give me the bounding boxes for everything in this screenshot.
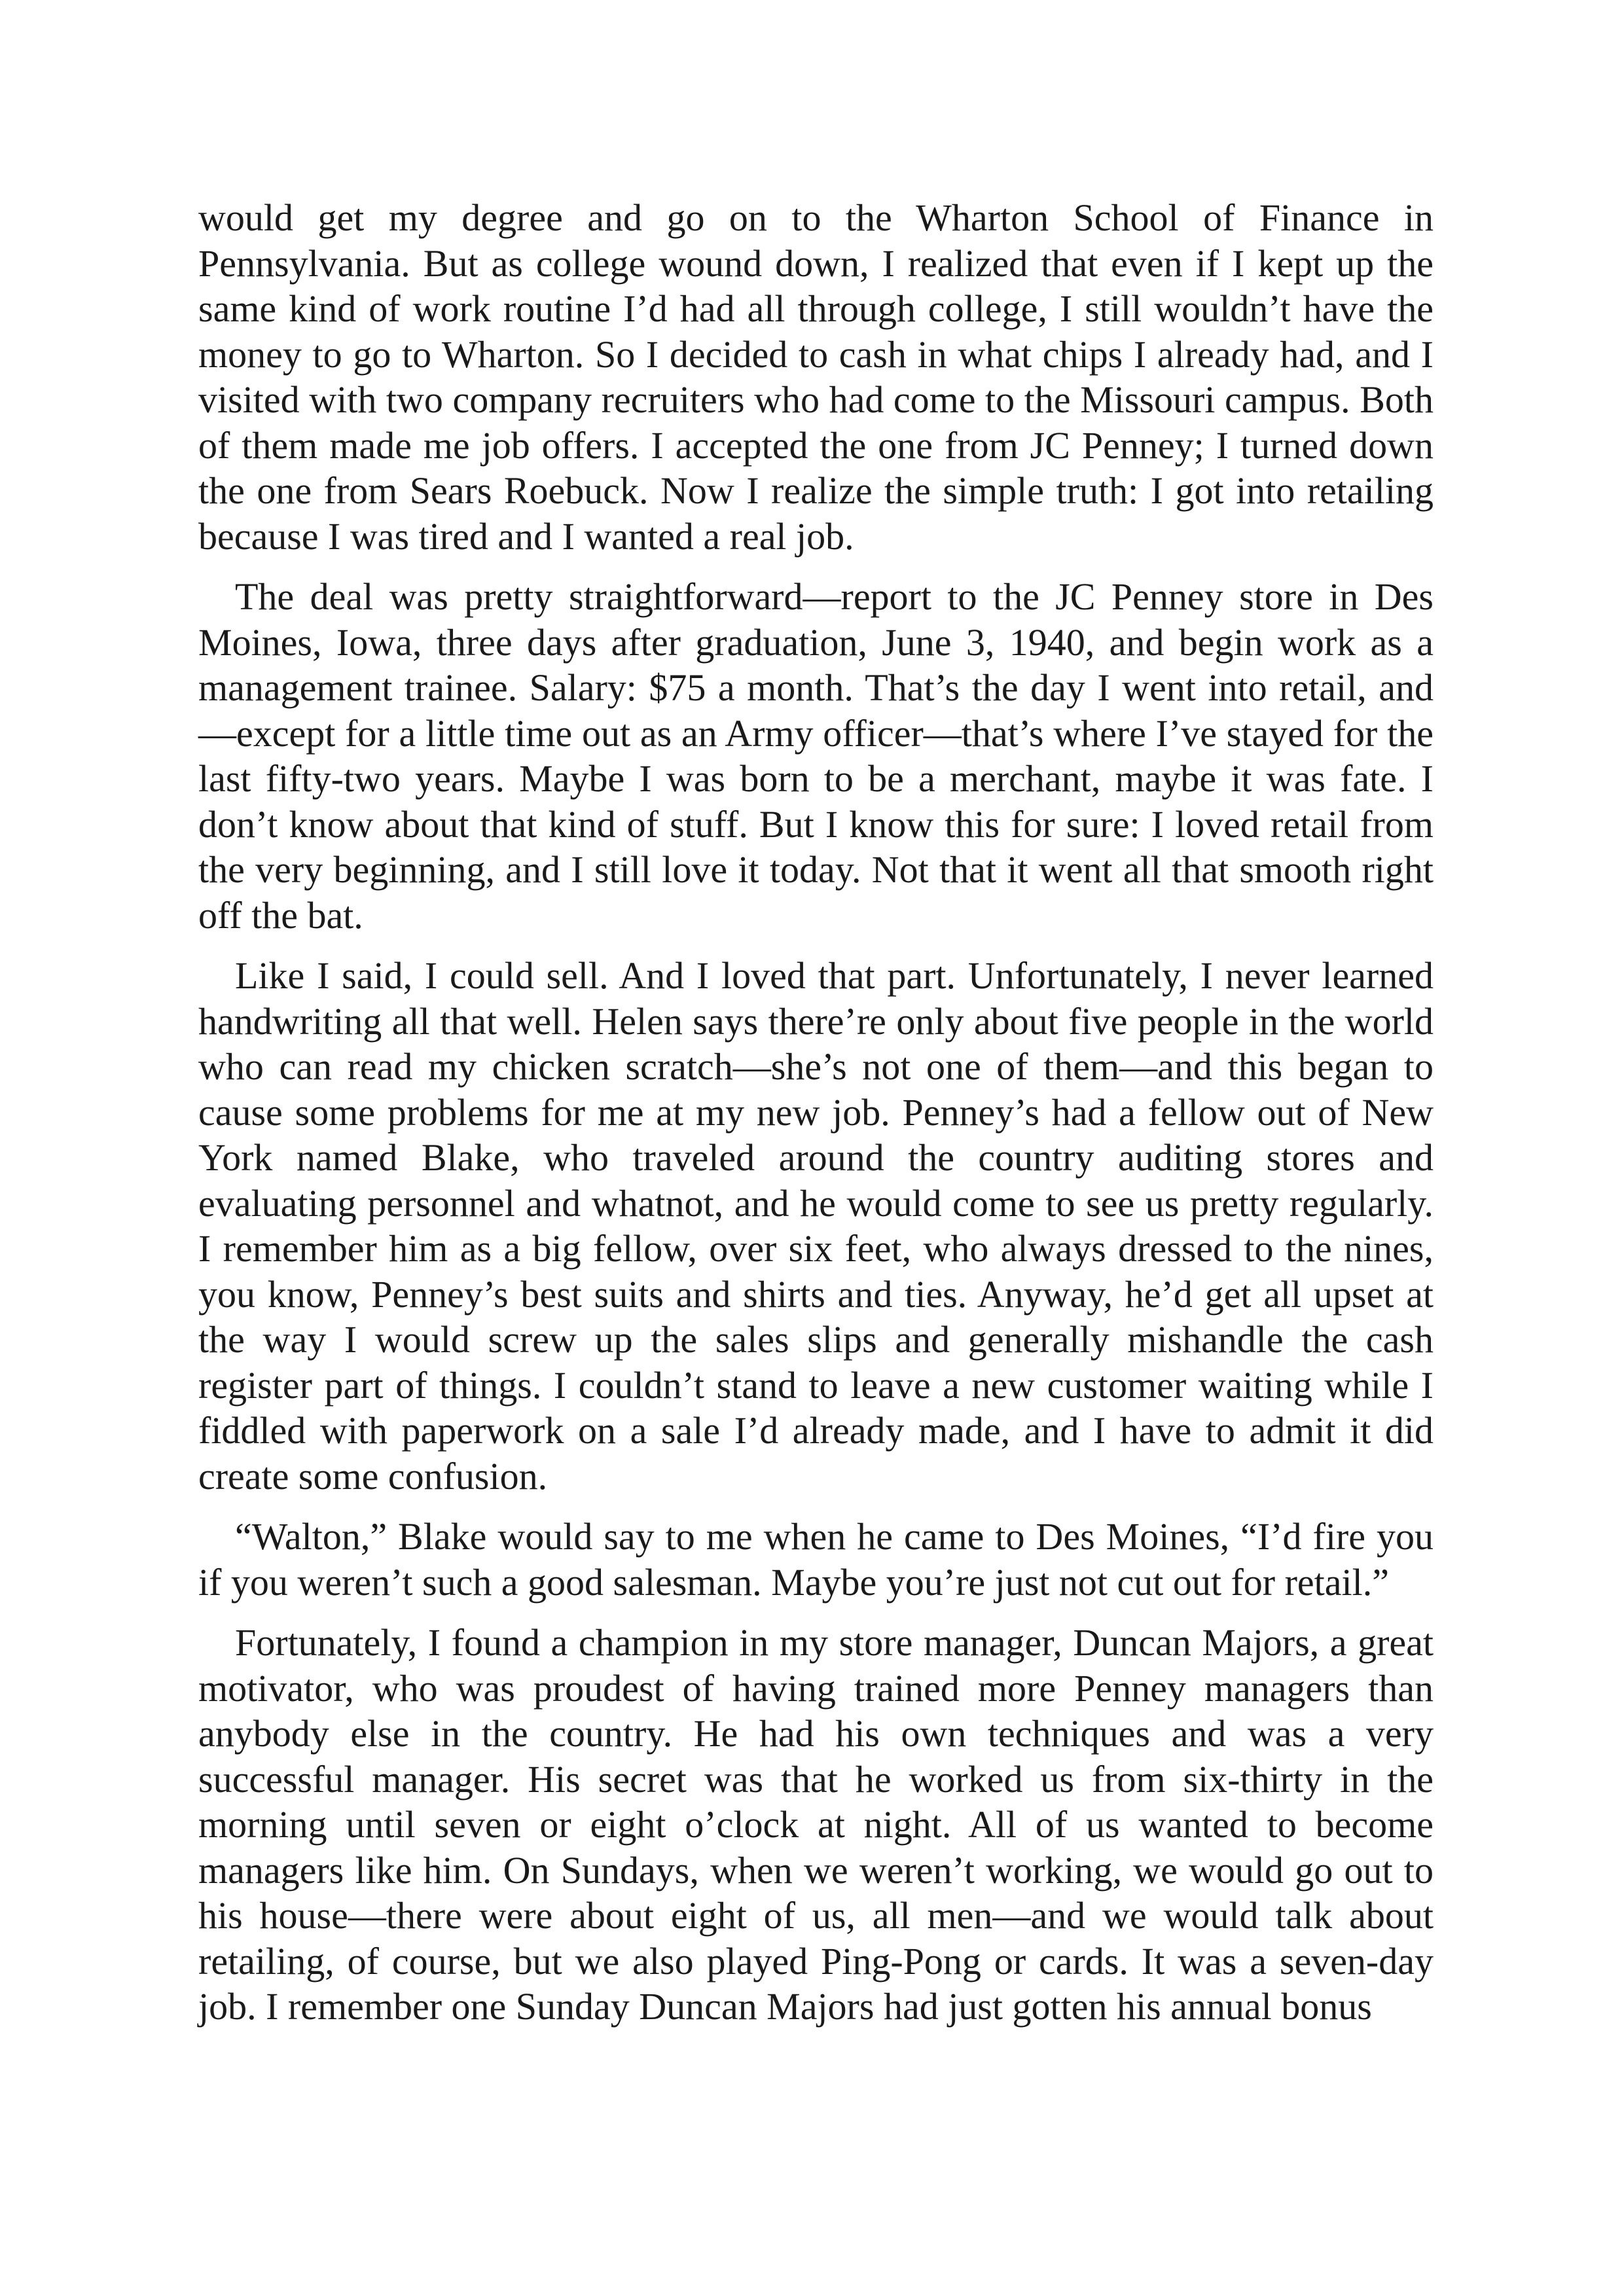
body-text: [198, 195, 1434, 2045]
paragraph-1: would get my degree and go on to the Wharton School of Finance in Pennsylvania. But as college wound down, I realized that even if I kept up the same kind of work routine I’d had all through college, I still wouldn’t have the money to go to Wharton. So I decided to cash in what chips I already had, and I visited with two company recruiters who had come to the Missouri campus. Both of them made me job offers. I accepted the one from JC Penney; I turned down the one from Sears Roebuck. Now I realize the simple truth: I got into retailing because I was tired and I wanted a real job.: [198, 196, 1434, 558]
paragraph-4: “Walton,” Blake would say to me when he came to Des Moines, “I’d fire you if you weren’t such a good salesman. Maybe you’re just not cut out for retail.”: [198, 1515, 1434, 1604]
paragraph-5: Fortunately, I found a champion in my store manager, Duncan Majors, a great motivator, who was proudest of having trained more Penney managers than anybody else in the country. He had his own techniques and was a very successful manager. His secret was that he worked us from six-thirty in the morning until seven or eight o’clock at night. All of us wanted to become managers like him. On Sundays, when we weren’t working, we would go out to his house—there were about eight of us, all men—and we would talk about retailing, of course, but we also played Ping-Pong or cards. It was a seven-day job. I remember one Sunday Duncan Majors had just gotten his annual bonus: [198, 1621, 1434, 2028]
paragraph-3: Like I said, I could sell. And I loved that part. Unfortunately, I never learned handwriting all that well. Helen says there’re only about five people in the world who can read my chicken scratch—she’s not one of them—and this began to cause some problems for me at my new job. Penney’s had a fellow out of New York named Blake, who traveled around the country auditing stores and evaluating personnel and whatnot, and he would come to see us pretty regularly. I remember him as a big fellow, over six feet, who always dressed to the nines, you know, Penney’s best suits and shirts and ties. Anyway, he’d get all upset at the way I would screw up the sales slips and generally mishandle the cash register part of things. I couldn’t stand to leave a new customer waiting while I fiddled with paperwork on a sale I’d already made, and I have to admit it did create some confusion.: [198, 954, 1434, 1498]
paragraph-2: The deal was pretty straightforward—report to the JC Penney store in Des Moines, Iowa, three days after graduation, June 3, 1940, and begin work as a management trainee. Salary: $75 a month. That’s the day I went into retail, and—except for a little time out as an Army officer—that’s where I’ve stayed for the last fifty-two years. Maybe I was born to be a merchant, maybe it was fate. I don’t know about that kind of stuff. But I know this for sure: I loved retail from the very beginning, and I still love it today. Not that it went all that smooth right off the bat.: [198, 575, 1434, 937]
